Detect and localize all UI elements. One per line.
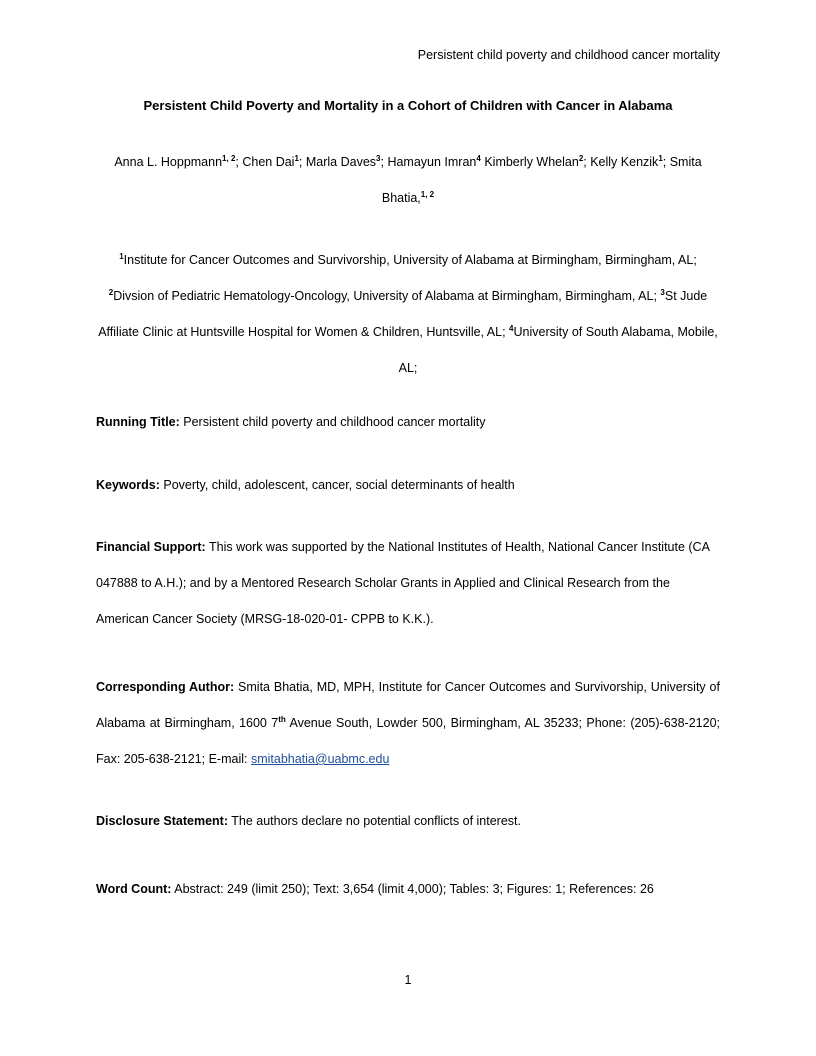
- author-name: Smita Bhatia,: [381, 155, 702, 205]
- field-label: Corresponding Author:: [96, 680, 235, 694]
- affil-text: St Jude Affiliate Clinic at Huntsville Hospital for Women & Children, Huntsville, AL;: [98, 289, 708, 339]
- author-affil-sup: 1, 2: [222, 153, 236, 163]
- field-label: Disclosure Statement:: [96, 814, 228, 828]
- affil-number: 4: [509, 323, 514, 333]
- field-label: Running Title:: [96, 415, 180, 429]
- author-name: Kelly Kenzik: [590, 155, 659, 169]
- field-value: Abstract: 249 (limit 250); Text: 3,654 (limit 4,000); Tables: 3; Figures: 1; References: 26: [171, 882, 654, 896]
- author-name: Chen Dai: [242, 155, 295, 169]
- author-affil-sup: 1: [658, 153, 663, 163]
- author-affil-sup: 3: [376, 153, 381, 163]
- author-affil-sup: 2: [578, 153, 584, 163]
- ordinal-sup: th: [278, 714, 286, 724]
- paper-title: Persistent Child Poverty and Mortality in a Cohort of Children with Cancer in Alabama: [143, 98, 673, 113]
- running-head: Persistent child poverty and childhood cancer mortality: [417, 48, 720, 62]
- field-value: Persistent child poverty and childhood cancer mortality: [179, 415, 486, 429]
- running-title-field: [96, 404, 720, 440]
- field-label: Financial Support:: [96, 540, 206, 554]
- author-name: Anna L. Hoppmann: [114, 155, 223, 169]
- affil-text: University of South Alabama, Mobile, AL;: [398, 325, 718, 375]
- author-sep: ;: [662, 155, 670, 169]
- author-sep: ;: [298, 155, 306, 169]
- author-affil-sup: 1, 2: [420, 189, 435, 199]
- disclosure-field: [96, 803, 720, 839]
- affil-number: 1: [119, 251, 124, 261]
- author-affil-sup: 4: [476, 153, 481, 163]
- page-number: 1: [404, 973, 412, 987]
- affil-number: 2: [108, 287, 114, 297]
- field-label: Keywords:: [96, 478, 160, 492]
- author-name: Hamayun Imran: [387, 155, 477, 169]
- email-link[interactable]: smitabhatia@uabmc.edu: [250, 752, 390, 766]
- word-count-field: [96, 871, 720, 907]
- author-name: Marla Daves: [305, 155, 377, 169]
- affiliations: [96, 242, 720, 386]
- field-value: Poverty, child, adolescent, cancer, social determinants of health: [159, 478, 515, 492]
- keywords-field: [96, 467, 720, 503]
- corresponding-author-field: [96, 669, 720, 777]
- affil-text: Divsion of Pediatric Hematology-Oncology, University of Alabama at Birmingham, Birmingham, AL;: [113, 289, 661, 303]
- author-sep: ;: [235, 155, 243, 169]
- financial-support-field: [96, 529, 720, 637]
- author-sep: ;: [380, 155, 388, 169]
- author-sep: ;: [583, 155, 591, 169]
- author-name: Kimberly Whelan: [484, 155, 579, 169]
- field-label: Word Count:: [96, 882, 172, 896]
- affil-text: Institute for Cancer Outcomes and Survivorship, University of Alabama at Birmingham, Birmingham, AL;: [123, 253, 697, 267]
- field-value: This work was supported by the National Institutes of Health, National Cancer Institute (CA 047888 to A.H.); and by a Mentored Research Scholar Grants in Applied and Clinical Research from the American Cancer Society (MRSG-18-020-01- CPPB to K.K.).: [96, 540, 710, 626]
- author-list: [96, 144, 720, 216]
- affil-number: 3: [660, 287, 665, 297]
- field-value: Avenue South, Lowder 500, Birmingham, AL 35233; Phone: (205)-638-2120; Fax: 205-638-2121; E-mail:: [96, 716, 720, 766]
- field-value: The authors declare no potential conflicts of interest.: [227, 814, 521, 828]
- field-value: Smita Bhatia, MD, MPH, Institute for Cancer Outcomes and Survivorship, University of Alabama at Birmingham, 1600 7: [96, 680, 720, 730]
- author-affil-sup: 1: [294, 153, 299, 163]
